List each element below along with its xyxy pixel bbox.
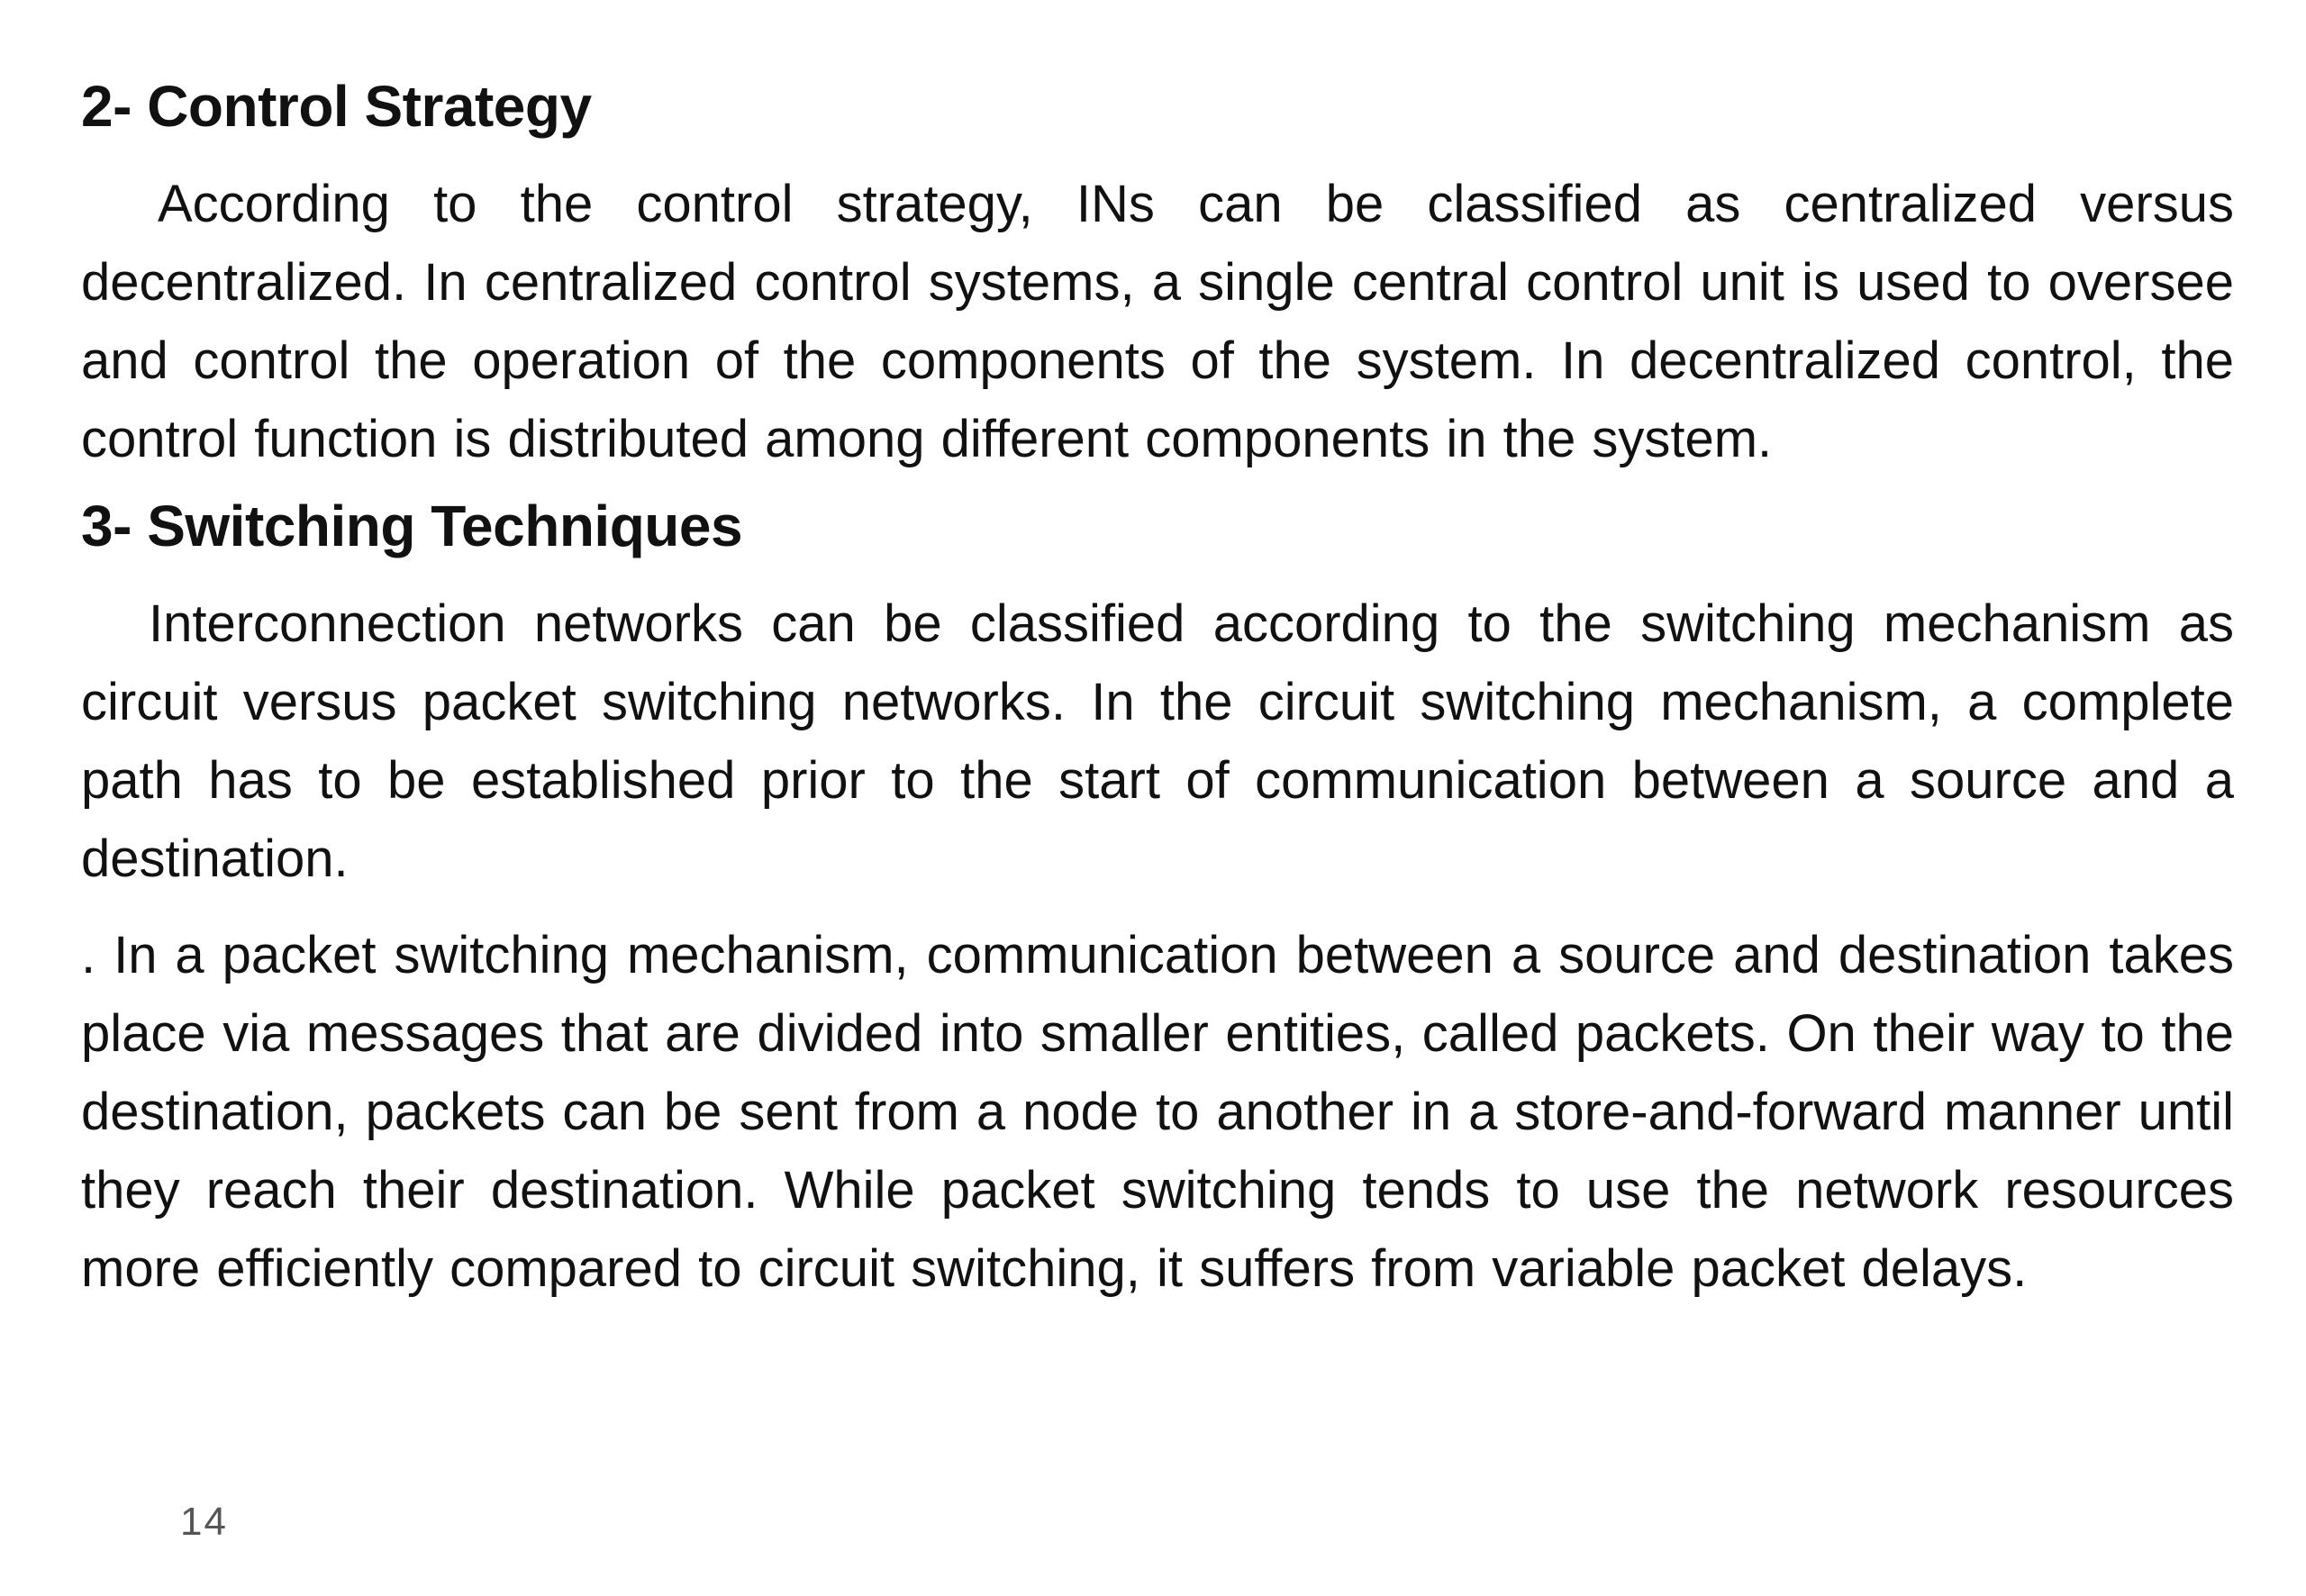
paragraph-control-strategy: According to the control strategy, INs can be classified as centralized versus decentralized. In centralized control systems, a single central control unit is used to oversee and control the operation of the components of the system. In decentralized control, the control function is distributed among different components in the system.: [81, 175, 2234, 468]
paragraph-packet-switching: . In a packet switching mechanism, communication between a source and destination takes place via messages that are divided into smaller entities, called packets. On their way to the destination, packets can be sent from a node to another in a store-and-forward manner until they reach their destination. While packet switching tends to use the network resources more efficiently compared to circuit switching, it suffers from variable packet delays.: [81, 926, 2234, 1298]
section-heading-switching-techniques: 3- Switching Techniques: [81, 494, 743, 558]
paragraph-switching-intro: Interconnection networks can be classified according to the switching mechanism as circuit versus packet switching networks. In the circuit switching mechanism, a complete path has to be established prior to the start of communication between a source and a destination.: [81, 594, 2234, 888]
page-number: 14: [180, 1500, 228, 1544]
section-heading-control-strategy: 2- Control Strategy: [81, 74, 592, 139]
document-page: [81, 68, 2234, 1308]
